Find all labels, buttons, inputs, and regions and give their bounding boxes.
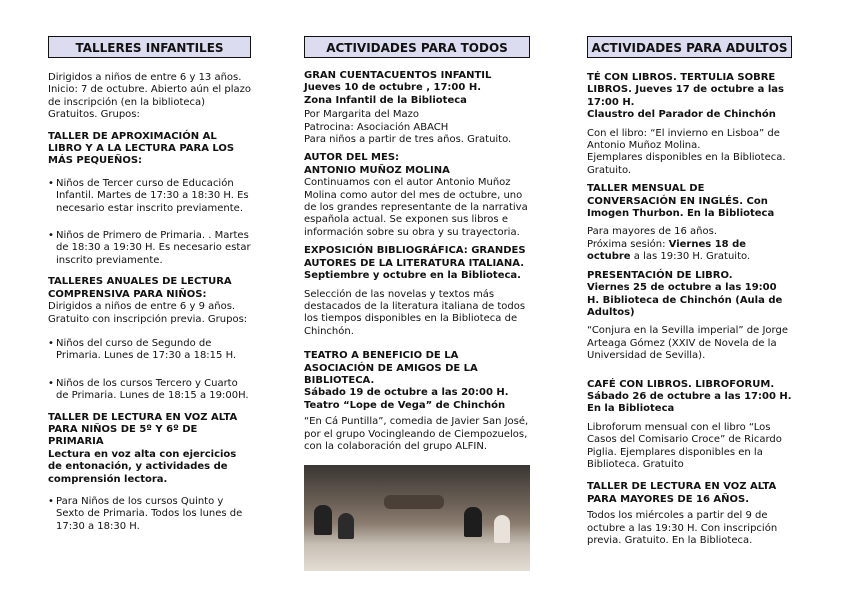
workshop-intro: Dirigidos a niños de entre 6 y 9 años. Gratuito con inscripción previa. Grupos:: [48, 301, 248, 325]
event-title: TEATRO A BENEFICIO DE LA ASOCIACIÓN DE AMIGOS DE LA BIBLIOTECA.: [304, 350, 478, 386]
event-title: ANTONIO MUÑOZ MOLINA: [304, 164, 450, 176]
bullet-icon: •: [48, 177, 54, 189]
event-location: Zona Infantil de la Biblioteca: [304, 94, 467, 106]
column-actividades-todos: [304, 36, 530, 571]
column-actividades-adultos: [587, 36, 792, 553]
event-title: TALLER DE LECTURA EN VOZ ALTA PARA MAYORES DE 16 AÑOS.: [587, 481, 777, 505]
event-detail: Patrocina: Asociación ABACH: [304, 121, 449, 133]
event-title: AUTOR DEL MES:: [304, 152, 400, 164]
event-description: Selección de las novelas y textos más destacados de la literatura italiana de todos los tiempos disponibles en la Biblioteca de Chinchón.: [304, 288, 526, 337]
section-header: ACTIVIDADES PARA ADULTOS: [587, 36, 792, 58]
event-description: Con el libro: “El invierno en Lisboa” de Antonio Muñoz Molina.: [587, 127, 780, 152]
event-date: Septiembre y octubre en la Biblioteca.: [304, 270, 521, 282]
event-description: “Conjura en la Sevilla imperial” de Jorge Arteaga Gómez (XXIV de Novela de la Universidad de Sevilla).: [587, 325, 788, 362]
event-description: Continuamos con el autor Antonio Muñoz Molina como autor del mes de octubre, uno de los grandes representante de la narrativa española actual. Se exponen sus libros e información sobre su obra y su trayectoria.: [304, 177, 528, 238]
bullet-icon: •: [48, 337, 54, 349]
event-photo: [304, 465, 530, 571]
event-location: Claustro del Parador de Chinchón: [587, 109, 776, 121]
event-date: Viernes 25 de octubre a las 19:00 H. Biblioteca de Chinchón (Aula de Adultos): [587, 282, 783, 318]
section-header: ACTIVIDADES PARA TODOS: [304, 36, 530, 58]
event-date: Sábado 19 de octubre a las 20:00 H.: [304, 387, 509, 399]
event-date: Jueves 10 de octubre , 17:00 H.: [304, 82, 481, 94]
workshop-title: TALLER DE APROXIMACIÓN AL LIBRO Y A LA LECTURA PARA LOS MÁS PEQUEÑOS:: [48, 130, 235, 167]
event-title: EXPOSICIÓN BIBLIOGRÁFICA: GRANDES AUTORES DE LA LITERATURA ITALIANA.: [304, 245, 526, 269]
list-item: • Niños del curso de Segundo de Primaria. Lunes de 17:30 a 18:15 H.: [48, 337, 237, 362]
event-detail: Próxima sesión: Viernes 18 de octubre a las 19:30 H. Gratuito.: [587, 238, 751, 263]
event-location: Teatro “Lope de Vega” de Chinchón: [304, 399, 506, 411]
workshop-title: TALLER DE LECTURA EN VOZ ALTA PARA NIÑOS DE 5º Y 6º DE PRIMARIA: [48, 411, 238, 448]
event-detail: Para niños a partir de tres años. Gratuito.: [304, 134, 512, 146]
event-title: TALLER MENSUAL DE CONVERSACIÓN EN INGLÉS. Con Imogen Thurbon. En la Biblioteca: [587, 183, 775, 220]
list-item: • Para Niños de los cursos Quinto y Sexto de Primaria. Todos los lunes de 17:30 a 18:30 H.: [48, 495, 243, 532]
bullet-icon: •: [48, 377, 54, 389]
event-title: CAFÉ CON LIBROS. LIBROFORUM. Sábado 26 de octubre a las 17:00 H. En la Biblioteca: [587, 378, 792, 415]
intro-text: Dirigidos a niños de entre 6 y 13 años. Inicio: 7 de octubre. Abierto aún el plazo de inscripción (en la biblioteca) Gratuitos. Grupos:: [48, 72, 252, 121]
event-description: Ejemplares disponibles en la Biblioteca. Gratuito.: [587, 152, 786, 176]
event-detail: Por Margarita del Mazo: [304, 109, 419, 121]
bullet-icon: •: [48, 230, 54, 242]
workshop-subtitle: Lectura en voz alta con ejercicios de entonación, y actividades de comprensión lectora.: [48, 448, 237, 485]
workshop-title: TALLERES ANUALES DE LECTURA COMPRENSIVA PARA NIÑOS:: [48, 276, 232, 300]
bullet-icon: •: [48, 495, 54, 507]
event-title: TÉ CON LIBROS. TERTULIA SOBRE LIBROS. Jueves 17 de octubre a las 17:00 H.: [587, 72, 784, 108]
event-detail: Para mayores de 16 años.: [587, 226, 718, 238]
event-title: PRESENTACIÓN DE LIBRO.: [587, 269, 733, 281]
event-description: Todos los miércoles a partir del 9 de octubre a las 19:30 H. Con inscripción previa. Gratuito. En la Biblioteca.: [587, 510, 778, 546]
column-talleres-infantiles: [48, 36, 251, 540]
event-title: GRAN CUENTACUENTOS INFANTIL: [304, 70, 492, 81]
event-description: Libroforum mensual con el libro “Los Casos del Comisario Croce” de Ricardo Piglia. Ejemplares disponibles en la Biblioteca. Gratuito: [587, 421, 782, 470]
section-header: TALLERES INFANTILES: [48, 36, 251, 58]
list-item: • Niños de Primero de Primaria. . Martes de 18:30 a 19:30 H. Es necesario estar inscrito previamente.: [48, 230, 251, 266]
event-description: “En Cá Puntilla”, comedia de Javier San José, por el grupo Vocingleando de Ciempozuelos, con la colaboración del grupo ALFIN.: [304, 416, 529, 452]
list-item: • Niños de los cursos Tercero y Cuarto de Primaria. Lunes de 18:15 a 19:00H.: [48, 377, 249, 402]
list-item: • Niños de Tercer curso de Educación Infantil. Martes de 17:30 a 18:30 H. Es necesario estar inscrito previamente.: [48, 177, 249, 214]
